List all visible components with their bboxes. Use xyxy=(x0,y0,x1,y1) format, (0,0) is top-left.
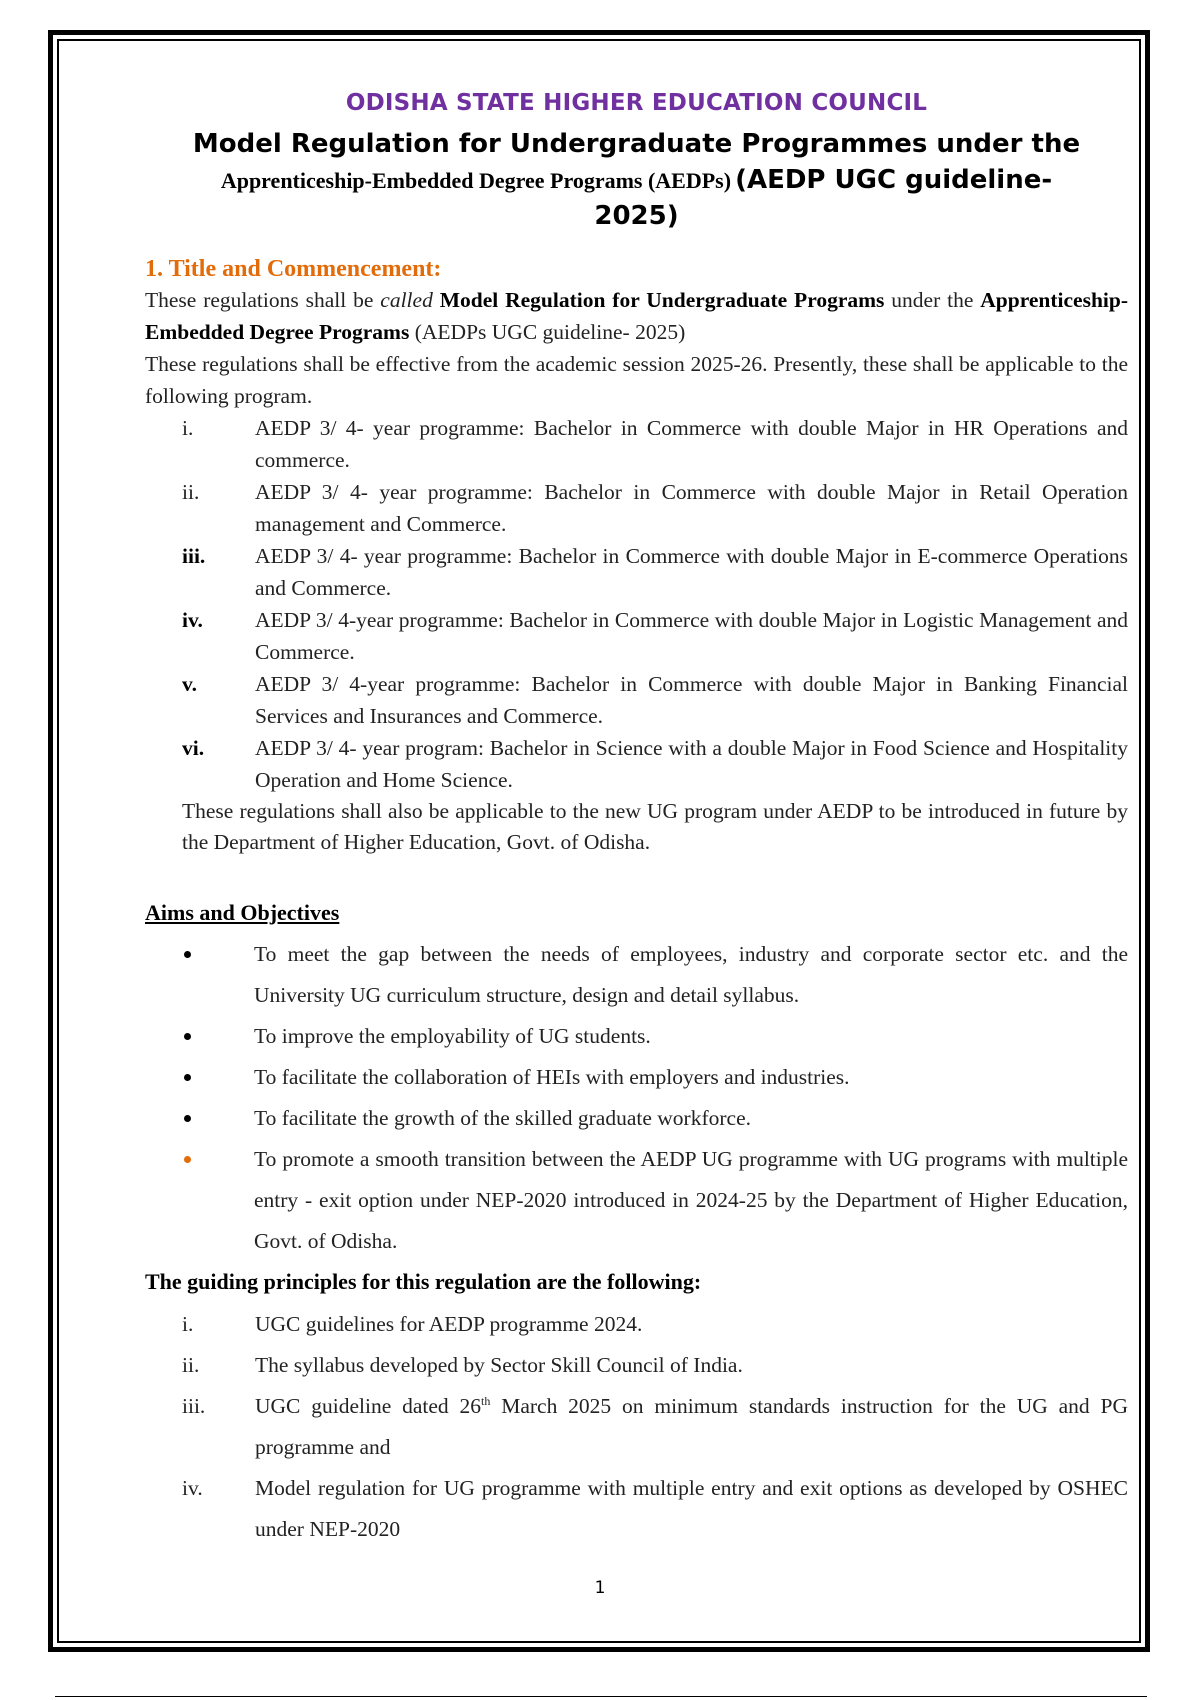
p1-text-c: (AEDPs UGC guideline- 2025) xyxy=(414,320,686,344)
document-title xyxy=(145,128,1128,236)
principle-item xyxy=(145,1386,1128,1468)
principle-text: Model regulation for UG programme with multiple entry and exit options as developed by OSHEC under NEP-2020 xyxy=(255,1476,1128,1541)
orange-bullet-icon xyxy=(145,1139,254,1262)
p1-bold-aedp: Apprenticeship-Embedded Degree Programs xyxy=(145,288,1128,344)
principle-text-a: UGC guideline dated 26 xyxy=(255,1394,482,1418)
page-number: 1 xyxy=(594,1578,606,1598)
program-num: v. xyxy=(182,672,197,696)
aim-text: To meet the gap between the needs of employees, industry and corporate sector etc. and the University UG curriculum structure, design and detail syllabus. xyxy=(254,942,1128,1007)
commencement-paragraph-3: These regulations shall also be applicable to the new UG program under AEDP to be introduced in future by the Department of Higher Education, Govt. of Odisha. xyxy=(182,799,1128,854)
program-num: iii. xyxy=(182,544,206,568)
bullet-icon xyxy=(145,1057,254,1098)
aim-text: To facilitate the collaboration of HEIs with employers and industries. xyxy=(254,1065,850,1089)
program-text: AEDP 3/ 4- year programme: Bachelor in Commerce with double Major in HR Operations and commerce. xyxy=(255,416,1128,472)
bottom-rule xyxy=(55,1696,1147,1697)
commencement-paragraph-2: These regulations shall be effective from the academic session 2025-26. Presently, these shall be applicable to the following program. xyxy=(145,352,1128,408)
principle-num: ii. xyxy=(182,1353,200,1377)
program-item xyxy=(145,668,1128,732)
program-item xyxy=(145,732,1128,796)
bullet-icon xyxy=(145,1098,254,1139)
ordinal-superscript: th xyxy=(481,1393,491,1408)
bullet-icon xyxy=(145,1016,254,1057)
aims-heading: Aims and Objectives xyxy=(145,900,340,925)
aim-item xyxy=(145,1139,1128,1262)
title-line-3: 2025) xyxy=(594,201,679,231)
p1-text-b: under the xyxy=(891,288,974,312)
p1-bold-regulation: Model Regulation for Undergraduate Programs xyxy=(439,288,885,312)
principle-item xyxy=(145,1468,1128,1550)
program-list xyxy=(145,412,1128,796)
program-num: i. xyxy=(182,416,194,440)
program-text: AEDP 3/ 4- year programme: Bachelor in Commerce with double Major in E-commerce Operations and Commerce. xyxy=(255,544,1128,600)
principle-num: iii. xyxy=(182,1394,206,1418)
p1-called: called xyxy=(380,288,433,312)
program-num: iv. xyxy=(182,608,203,632)
aim-item xyxy=(145,1057,1128,1098)
aim-text: To promote a smooth transition between the AEDP UG programme with UG programs with multiple entry - exit option under NEP-2020 introduced in 2024-25 by the Department of Higher Education, Govt. of Odisha. xyxy=(254,1147,1128,1253)
aim-text: To improve the employability of UG students. xyxy=(254,1024,651,1048)
principle-item xyxy=(145,1345,1128,1386)
program-num: vi. xyxy=(182,736,205,760)
principle-text xyxy=(255,1386,1128,1468)
document-body xyxy=(145,86,1128,1550)
program-text: AEDP 3/ 4- year program: Bachelor in Science with a double Major in Food Science and Hospitality Operation and Home Science. xyxy=(255,736,1128,792)
program-item xyxy=(145,412,1128,476)
guiding-principles-list xyxy=(145,1304,1128,1550)
aim-item xyxy=(145,1098,1128,1139)
program-text: AEDP 3/ 4-year programme: Bachelor in Commerce with double Major in Logistic Management and Commerce. xyxy=(255,608,1128,664)
section-title-commencement: 1. Title and Commencement: xyxy=(145,256,442,282)
principle-num: iv. xyxy=(182,1476,203,1500)
title-line-2-sans: (AEDP UGC guideline- xyxy=(735,165,1053,195)
program-text: AEDP 3/ 4- year programme: Bachelor in Commerce with double Major in Retail Operation management and Commerce. xyxy=(255,480,1128,536)
commencement-paragraph-1 xyxy=(145,284,1128,348)
title-line-2-serif: Apprenticeship-Embedded Degree Programs (AEDPs) xyxy=(220,168,732,193)
program-text: AEDP 3/ 4-year programme: Bachelor in Commerce with double Major in Banking Financial Services and Insurances and Commerce. xyxy=(255,672,1128,728)
principle-text: The syllabus developed by Sector Skill Council of India. xyxy=(255,1353,743,1377)
principle-item xyxy=(145,1304,1128,1345)
aim-item xyxy=(145,934,1128,1016)
principle-num: i. xyxy=(182,1312,194,1336)
council-name: ODISHA STATE HIGHER EDUCATION COUNCIL xyxy=(345,90,928,116)
title-line-1: Model Regulation for Undergraduate Programmes under the xyxy=(192,129,1081,159)
principle-text-b: March 2025 on minimum standards instruction for the UG and PG programme and xyxy=(255,1394,1128,1459)
guiding-principles-heading: The guiding principles for this regulation are the following: xyxy=(145,1269,702,1294)
program-item xyxy=(145,540,1128,604)
program-num: ii. xyxy=(182,480,200,504)
program-item xyxy=(145,476,1128,540)
aim-text: To facilitate the growth of the skilled graduate workforce. xyxy=(254,1106,751,1130)
bullet-icon xyxy=(145,934,254,1016)
p1-text-a: These regulations shall be xyxy=(145,288,374,312)
aim-item xyxy=(145,1016,1128,1057)
program-item xyxy=(145,604,1128,668)
principle-text: UGC guidelines for AEDP programme 2024. xyxy=(255,1312,643,1336)
aims-list xyxy=(145,934,1128,1262)
